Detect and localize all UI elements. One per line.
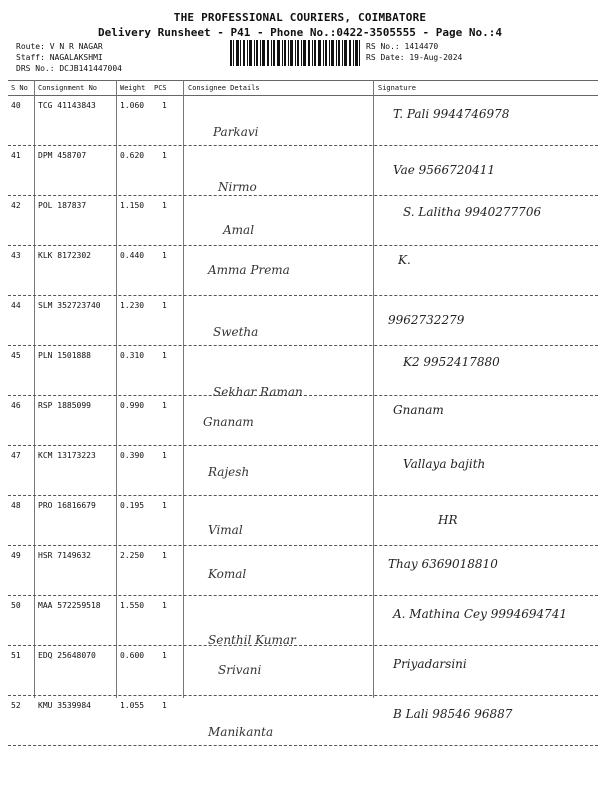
header-signature: Signature	[378, 84, 416, 92]
row-consignment: KLK 8172302	[38, 251, 91, 260]
row-consignment: TCG 41143843	[38, 101, 96, 110]
consignee-handwritten: Rajesh	[208, 465, 250, 479]
row-consignment: POL 187837	[38, 201, 87, 210]
signature-handwritten: Thay 6369018810	[388, 557, 498, 571]
signature-handwritten: Vallaya bajith	[403, 457, 486, 471]
row-consignment: EDQ 25648070	[38, 651, 96, 660]
signature-handwritten: A. Mathina Cey 9994694741	[393, 607, 568, 621]
row-consignment: DPM 458707	[38, 151, 87, 160]
consignee-handwritten: Amma Prema	[208, 263, 290, 277]
row-sno: 43	[11, 251, 21, 260]
consignee-handwritten: Swetha	[213, 325, 259, 339]
row-pcs: 1	[162, 551, 167, 560]
signature-handwritten: HR	[438, 513, 458, 527]
signature-handwritten: B Lali 98546 96887	[393, 707, 513, 721]
row-consignment: MAA 572259518	[38, 601, 101, 610]
meta-right	[366, 41, 462, 63]
signature-handwritten: T. Pali 9944746978	[393, 107, 510, 121]
signature-handwritten: Priyadarsini	[393, 657, 467, 671]
consignee-handwritten: Vimal	[208, 523, 243, 537]
row-sno: 41	[11, 151, 21, 160]
row-sno: 42	[11, 201, 21, 210]
signature-handwritten: K2 9952417880	[403, 355, 500, 369]
table-row	[8, 345, 598, 399]
row-weight: 0.440	[120, 251, 145, 260]
row-pcs: 1	[162, 351, 167, 360]
consignee-handwritten: Sekhar Raman	[213, 385, 303, 399]
row-consignment: KCM 13173223	[38, 451, 96, 460]
consignee-handwritten: Srivani	[218, 663, 262, 677]
table-header	[8, 80, 598, 96]
row-sno: 40	[11, 101, 21, 110]
row-consignment: HSR 7149632	[38, 551, 91, 560]
table-row	[8, 295, 598, 346]
consignee-handwritten: Nirmo	[218, 180, 257, 194]
table-row	[8, 445, 598, 496]
row-pcs: 1	[162, 651, 167, 660]
table-row	[8, 595, 598, 646]
company-title: THE PROFESSIONAL COURIERS, COIMBATORE	[173, 11, 427, 24]
signature-handwritten: 9962732279	[388, 313, 465, 327]
row-sno: 50	[11, 601, 21, 610]
table-row	[8, 195, 598, 246]
row-weight: 1.230	[120, 301, 145, 310]
table-row	[8, 245, 598, 296]
row-pcs: 1	[162, 451, 167, 460]
row-pcs: 1	[162, 301, 167, 310]
row-pcs: 1	[162, 401, 167, 410]
row-sno: 46	[11, 401, 21, 410]
row-weight: 2.250	[120, 551, 145, 560]
signature-handwritten: Gnanam	[393, 403, 444, 417]
header-consignee: Consignee Details	[188, 84, 260, 92]
consignee-handwritten: Komal	[208, 567, 247, 581]
consignee-handwritten: Amal	[223, 223, 255, 237]
row-weight: 0.990	[120, 401, 145, 410]
row-weight: 0.195	[120, 501, 145, 510]
row-sno: 48	[11, 501, 21, 510]
row-weight: 0.310	[120, 351, 145, 360]
header-pcs: PCS	[154, 84, 167, 92]
rs-no-label: RS No.: 1414470	[366, 42, 439, 51]
row-weight: 1.550	[120, 601, 145, 610]
row-sno: 45	[11, 351, 21, 360]
row-weight: 0.620	[120, 151, 145, 160]
table-row	[8, 645, 598, 696]
consignee-handwritten: Manikanta	[208, 725, 274, 739]
signature-handwritten: S. Lalitha 9940277706	[403, 205, 542, 219]
row-weight: 1.055	[120, 701, 145, 710]
signature-handwritten: K.	[398, 253, 411, 267]
row-weight: 1.060	[120, 101, 145, 110]
table-row	[8, 495, 598, 546]
row-pcs: 1	[162, 201, 167, 210]
row-pcs: 1	[162, 601, 167, 610]
signature-handwritten: Vae 9566720411	[393, 163, 495, 177]
row-weight: 1.150	[120, 201, 145, 210]
drs-label: DRS No.: DCJB141447004	[16, 64, 122, 73]
consignee-handwritten: Gnanam	[203, 415, 254, 429]
row-pcs: 1	[162, 101, 167, 110]
row-consignment: RSP 1885099	[38, 401, 91, 410]
row-sno: 44	[11, 301, 21, 310]
row-weight: 0.600	[120, 651, 145, 660]
row-consignment: SLM 352723740	[38, 301, 101, 310]
table-row	[8, 95, 598, 146]
row-consignment: PLN 1501888	[38, 351, 91, 360]
consignee-handwritten: Senthil Kumar	[208, 633, 296, 647]
rs-date-label: RS Date: 19-Aug-2024	[366, 53, 463, 62]
table-row	[8, 545, 598, 596]
table-row	[8, 395, 598, 446]
row-sno: 47	[11, 451, 21, 460]
row-consignment: KMU 3539984	[38, 701, 91, 710]
staff-label: Staff: NAGALAKSHMI	[16, 53, 103, 62]
runsheet-title: Delivery Runsheet - P41 - Phone No.:0422-3505555 - Page No.:4	[98, 26, 502, 39]
header-sno: S No	[11, 84, 28, 92]
consignee-handwritten: Parkavi	[213, 125, 259, 139]
barcode	[230, 40, 360, 66]
row-sno: 49	[11, 551, 21, 560]
row-weight: 0.390	[120, 451, 145, 460]
table-row	[8, 145, 598, 196]
row-pcs: 1	[162, 251, 167, 260]
row-consignment: PRO 16816679	[38, 501, 96, 510]
table-row	[8, 695, 598, 746]
route-label: Route: V N R NAGAR	[16, 42, 103, 51]
row-pcs: 1	[162, 501, 167, 510]
row-sno: 51	[11, 651, 21, 660]
row-sno: 52	[11, 701, 21, 710]
header-weight: Weight	[120, 84, 146, 92]
row-pcs: 1	[162, 151, 167, 160]
row-pcs: 1	[162, 701, 167, 710]
meta-left	[16, 41, 122, 74]
header-consignment: Consignment No	[38, 84, 98, 92]
